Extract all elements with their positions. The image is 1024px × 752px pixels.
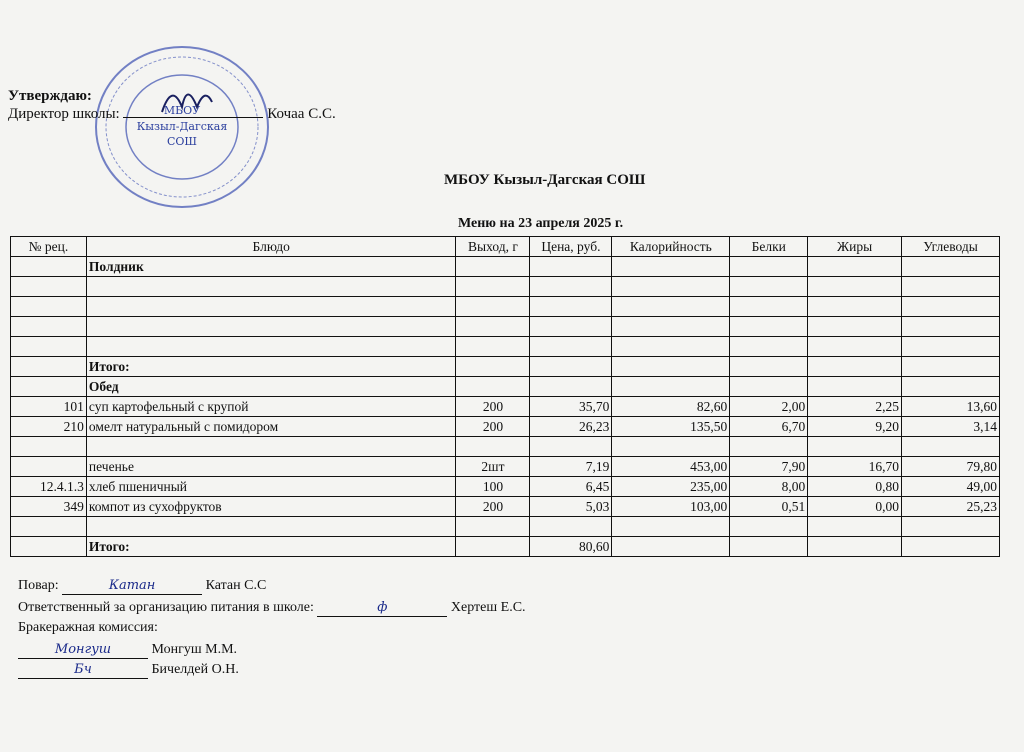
table-cell: 35,70 xyxy=(530,397,612,417)
table-cell: 349 xyxy=(11,497,87,517)
member-2-signature: Бч xyxy=(74,662,92,677)
table-cell xyxy=(530,377,612,397)
table-cell: 9,20 xyxy=(808,417,902,437)
table-cell: 5,03 xyxy=(530,497,612,517)
table-cell xyxy=(456,297,530,317)
table-cell xyxy=(808,377,902,397)
table-cell: 49,00 xyxy=(902,477,1000,497)
column-header: Калорийность xyxy=(612,237,730,257)
table-cell: 6,45 xyxy=(530,477,612,497)
svg-text:МБОУ: МБОУ xyxy=(163,104,201,117)
table-cell: 25,23 xyxy=(902,497,1000,517)
table-cell xyxy=(530,257,612,277)
table-cell xyxy=(902,257,1000,277)
table-cell: 200 xyxy=(456,397,530,417)
approve-label: Утверждаю: xyxy=(8,88,92,104)
school-title: МБОУ Кызыл-Дагская СОШ xyxy=(444,172,646,188)
commission-label: Бракеражная комиссия: xyxy=(18,620,158,635)
table-cell xyxy=(11,337,87,357)
cook-label: Повар: xyxy=(18,578,59,593)
table-cell xyxy=(612,537,730,557)
table-cell xyxy=(11,537,87,557)
table-cell xyxy=(730,357,808,377)
table-cell xyxy=(730,437,808,457)
member-1-signature: Монгуш xyxy=(54,642,112,657)
table-cell xyxy=(11,457,87,477)
table-cell xyxy=(11,277,87,297)
table-cell xyxy=(86,317,456,337)
responsible-name: Хертеш Е.С. xyxy=(450,600,526,615)
column-header: Цена, руб. xyxy=(530,237,612,257)
table-cell: 135,50 xyxy=(612,417,730,437)
table-cell: печенье xyxy=(86,457,456,477)
table-cell xyxy=(456,277,530,297)
table-cell: 13,60 xyxy=(902,397,1000,417)
column-header: № рец. xyxy=(11,237,87,257)
table-cell: Итого: xyxy=(86,357,456,377)
table-cell: 16,70 xyxy=(808,457,902,477)
table-row xyxy=(11,517,1000,537)
table-cell xyxy=(456,317,530,337)
table-row xyxy=(11,417,1000,437)
table-cell xyxy=(808,437,902,457)
menu-title: Меню на 23 апреля 2025 г. xyxy=(458,216,624,231)
table-cell: 100 xyxy=(456,477,530,497)
responsible-line xyxy=(18,600,526,617)
table-cell: 0,80 xyxy=(808,477,902,497)
column-header: Углеводы xyxy=(902,237,1000,257)
table-cell: 82,60 xyxy=(612,397,730,417)
table-cell: омелт натуральный с помидором xyxy=(86,417,456,437)
table-cell xyxy=(902,437,1000,457)
table-cell: Полдник xyxy=(86,257,456,277)
table-cell xyxy=(808,517,902,537)
director-name: Кочаа С.С. xyxy=(267,106,336,122)
table-cell xyxy=(86,337,456,357)
table-row xyxy=(11,457,1000,477)
table-row xyxy=(11,257,1000,277)
table-cell xyxy=(11,437,87,457)
table-cell xyxy=(612,317,730,337)
table-cell xyxy=(730,317,808,337)
commission-member-2 xyxy=(18,662,239,679)
table-cell: Обед xyxy=(86,377,456,397)
table-cell xyxy=(730,297,808,317)
table-cell xyxy=(612,357,730,377)
column-header: Блюдо xyxy=(86,237,456,257)
table-cell xyxy=(808,537,902,557)
table-cell xyxy=(730,277,808,297)
table-cell xyxy=(902,297,1000,317)
table-cell xyxy=(808,317,902,337)
commission-member-1 xyxy=(18,642,237,659)
table-row xyxy=(11,297,1000,317)
table-cell xyxy=(730,537,808,557)
table-cell xyxy=(530,297,612,317)
table-cell xyxy=(530,357,612,377)
table-cell xyxy=(902,317,1000,337)
table-cell xyxy=(808,277,902,297)
table-cell xyxy=(612,257,730,277)
table-row xyxy=(11,497,1000,517)
table-row xyxy=(11,377,1000,397)
table-cell xyxy=(612,297,730,317)
table-cell: 7,90 xyxy=(730,457,808,477)
responsible-label: Ответственный за организацию питания в школе: xyxy=(18,600,314,615)
table-cell xyxy=(456,257,530,277)
svg-text:Кызыл-Дагская: Кызыл-Дагская xyxy=(136,120,228,133)
table-cell xyxy=(456,537,530,557)
table-cell: 8,00 xyxy=(730,477,808,497)
table-cell: 2шт xyxy=(456,457,530,477)
table-cell xyxy=(456,357,530,377)
director-line xyxy=(8,106,336,123)
table-cell xyxy=(456,377,530,397)
table-cell xyxy=(612,517,730,537)
table-cell xyxy=(612,277,730,297)
table-cell: 26,23 xyxy=(530,417,612,437)
table-cell xyxy=(11,517,87,537)
table-cell: 0,00 xyxy=(808,497,902,517)
table-row xyxy=(11,537,1000,557)
table-cell xyxy=(902,537,1000,557)
table-cell xyxy=(11,297,87,317)
table-cell xyxy=(11,357,87,377)
table-cell: 200 xyxy=(456,497,530,517)
cook-line xyxy=(18,578,266,595)
table-cell: 103,00 xyxy=(612,497,730,517)
table-cell xyxy=(730,257,808,277)
table-cell xyxy=(612,377,730,397)
column-header: Выход, г xyxy=(456,237,530,257)
table-cell: 2,25 xyxy=(808,397,902,417)
table-cell: хлеб пшеничный xyxy=(86,477,456,497)
table-cell xyxy=(530,317,612,337)
table-cell xyxy=(456,437,530,457)
table-cell xyxy=(456,517,530,537)
table-cell: 80,60 xyxy=(530,537,612,557)
table-cell xyxy=(530,277,612,297)
table-cell xyxy=(902,337,1000,357)
table-cell: 79,80 xyxy=(902,457,1000,477)
table-cell xyxy=(530,517,612,537)
table-cell xyxy=(86,297,456,317)
table-cell xyxy=(86,517,456,537)
table-cell xyxy=(86,437,456,457)
table-cell xyxy=(86,277,456,297)
school-stamp xyxy=(92,42,272,212)
table-cell xyxy=(530,337,612,357)
table-cell xyxy=(902,517,1000,537)
table-cell: 12.4.1.3 xyxy=(11,477,87,497)
table-cell: компот из сухофруктов xyxy=(86,497,456,517)
table-cell: 101 xyxy=(11,397,87,417)
cook-name: Катан С.С xyxy=(205,578,267,593)
table-cell: суп картофельный с крупой xyxy=(86,397,456,417)
director-label: Директор школы: xyxy=(8,106,120,122)
table-cell xyxy=(730,337,808,357)
table-row xyxy=(11,277,1000,297)
table-cell xyxy=(808,337,902,357)
column-header: Белки xyxy=(730,237,808,257)
cook-signature: Катан xyxy=(108,578,156,593)
table-cell xyxy=(456,337,530,357)
table-cell xyxy=(902,377,1000,397)
responsible-signature: ф xyxy=(377,600,388,615)
table-cell: 0,51 xyxy=(730,497,808,517)
table-cell xyxy=(730,377,808,397)
table-cell xyxy=(11,257,87,277)
table-cell: 2,00 xyxy=(730,397,808,417)
member-1-name: Монгуш М.М. xyxy=(151,642,238,657)
table-cell xyxy=(11,317,87,337)
table-row xyxy=(11,337,1000,357)
svg-text:СОШ: СОШ xyxy=(167,135,197,148)
menu-table xyxy=(10,236,1000,557)
table-cell: 7,19 xyxy=(530,457,612,477)
table-row xyxy=(11,437,1000,457)
table-cell xyxy=(902,277,1000,297)
table-cell: 6,70 xyxy=(730,417,808,437)
table-cell: 3,14 xyxy=(902,417,1000,437)
table-cell xyxy=(612,337,730,357)
table-row xyxy=(11,477,1000,497)
table-cell xyxy=(808,297,902,317)
table-row xyxy=(11,357,1000,377)
table-cell xyxy=(808,357,902,377)
table-cell: 453,00 xyxy=(612,457,730,477)
table-cell xyxy=(902,357,1000,377)
table-cell xyxy=(730,517,808,537)
table-cell xyxy=(808,257,902,277)
table-cell: 210 xyxy=(11,417,87,437)
table-cell xyxy=(530,437,612,457)
table-cell: 200 xyxy=(456,417,530,437)
member-2-name: Бичелдей О.Н. xyxy=(151,662,239,677)
director-signature-line xyxy=(123,117,263,118)
table-cell: 235,00 xyxy=(612,477,730,497)
table-row xyxy=(11,317,1000,337)
table-cell xyxy=(612,437,730,457)
table-cell: Итого: xyxy=(86,537,456,557)
column-header: Жиры xyxy=(808,237,902,257)
table-cell xyxy=(11,377,87,397)
table-row xyxy=(11,397,1000,417)
